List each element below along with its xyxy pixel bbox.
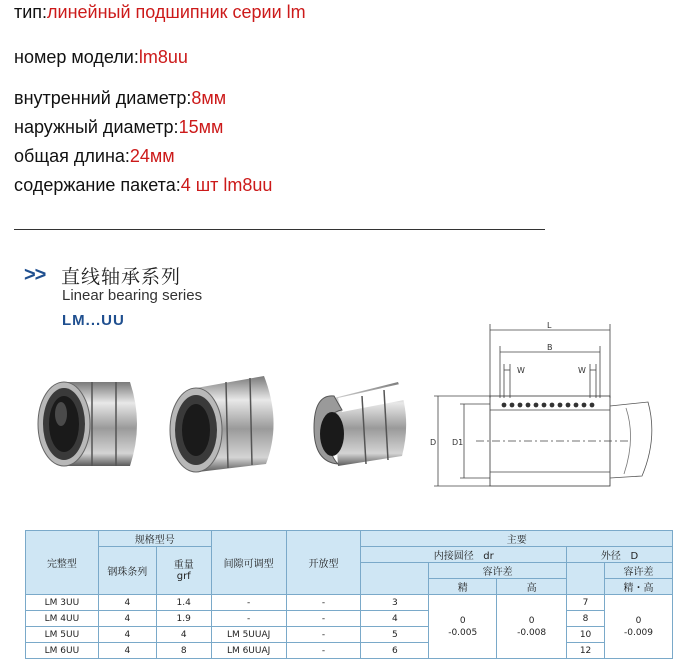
catalog-model-series: LM...UU [62, 312, 125, 329]
th-outer-blank [567, 563, 605, 595]
cell-adjustable: LM 6UUAJ [211, 643, 286, 659]
dim-label-D1: D1 [452, 438, 464, 447]
double-arrow-icon: >> [24, 264, 46, 286]
th-tolerance-outer: 容许差 [605, 563, 673, 579]
spec-length-label: общая длина: [14, 146, 130, 166]
th-open: 开放型 [286, 531, 361, 595]
th-spec-model: 规格型号 [98, 531, 211, 547]
bearing-technical-drawing [428, 318, 660, 490]
spec-outer-diameter-value: 15мм [178, 117, 224, 137]
th-tolerance: 容许差 [429, 563, 567, 579]
tol-high-upper: 0 [528, 615, 535, 626]
spec-inner-diameter [14, 87, 226, 109]
spec-type [14, 1, 306, 23]
cell-balls: 4 [98, 627, 156, 643]
table-row [26, 643, 673, 659]
cell-weight: 1.4 [156, 595, 211, 611]
table-row [26, 611, 673, 627]
cell-open: - [286, 611, 361, 627]
cell-open: - [286, 627, 361, 643]
dim-label-W-left: W [517, 366, 525, 375]
bearing-photo-front [34, 376, 146, 472]
th-inner-dia [361, 547, 567, 563]
catalog-title-cn: 直线轴承系列 [61, 266, 182, 288]
cell-outer-d: 10 [567, 627, 605, 643]
th-ball-rows: 钢珠条列 [98, 547, 156, 595]
cell-adjustable: - [211, 611, 286, 627]
th-outer-dia-label: 外径 [600, 551, 621, 562]
th-inner-dia-sym: dr [483, 551, 494, 562]
cell-adjustable: - [211, 595, 286, 611]
spec-table [25, 530, 673, 659]
spec-package-label: содержание пакета: [14, 175, 181, 195]
cell-outer-d: 8 [567, 611, 605, 627]
spec-package-value: 4 шт lm8uu [180, 175, 273, 195]
cell-weight: 4 [156, 627, 211, 643]
cell-dr: 3 [361, 595, 429, 611]
table-row [26, 595, 673, 611]
spec-length [14, 145, 175, 167]
cell-balls: 4 [98, 643, 156, 659]
cell-model: LM 5UU [26, 627, 99, 643]
cell-model: LM 4UU [26, 611, 99, 627]
dim-label-L: L [547, 321, 552, 330]
spec-type-value: линейный подшипник серии lm [47, 2, 306, 22]
cell-outer-d: 12 [567, 643, 605, 659]
th-complete: 完整型 [26, 531, 99, 595]
th-main: 主要 [361, 531, 673, 547]
th-weight-unit: grf [176, 570, 191, 582]
dim-label-D: D [430, 438, 437, 447]
spec-inner-diameter-value: 8мм [191, 88, 227, 108]
cell-tol-precise [429, 595, 497, 659]
spec-model-label: номер модели: [14, 47, 139, 67]
spec-type-label: тип: [14, 2, 48, 22]
th-outer-dia-sym: D [630, 551, 639, 562]
cell-dr: 6 [361, 643, 429, 659]
cell-balls: 4 [98, 595, 156, 611]
bearing-photo-angled [166, 372, 282, 476]
spec-length-value: 24мм [129, 146, 175, 166]
cell-dr: 5 [361, 627, 429, 643]
cell-model: LM 6UU [26, 643, 99, 659]
spec-outer-diameter-label: наружный диаметр: [14, 117, 179, 137]
spec-package [14, 174, 272, 196]
cell-open: - [286, 643, 361, 659]
th-weight-label: 重量 [173, 559, 194, 571]
spec-model [14, 46, 188, 68]
tol-outer-lower: -0.009 [624, 627, 654, 638]
tol-outer-upper: 0 [635, 615, 642, 626]
spec-model-value: lm8uu [138, 47, 188, 67]
cell-tol-outer [605, 595, 673, 659]
bearing-photo-open [308, 378, 414, 470]
th-outer-dia [567, 547, 673, 563]
dim-label-W-right: W [578, 366, 586, 375]
th-precise-high: 精・高 [605, 579, 673, 595]
catalog-title-en: Linear bearing series [62, 287, 203, 304]
dim-label-B: B [547, 343, 553, 352]
cell-model: LM 3UU [26, 595, 99, 611]
cell-balls: 4 [98, 611, 156, 627]
th-inner-blank [361, 563, 429, 595]
table-row [26, 627, 673, 643]
cell-outer-d: 7 [567, 595, 605, 611]
th-adjustable: 间隙可调型 [211, 531, 286, 595]
cell-open: - [286, 595, 361, 611]
th-inner-dia-label: 内接圆径 [433, 551, 474, 562]
cell-weight: 8 [156, 643, 211, 659]
th-precise: 精 [429, 579, 497, 595]
tol-high-lower: -0.008 [517, 627, 547, 638]
th-weight [156, 547, 211, 595]
tol-precise-upper: 0 [459, 615, 466, 626]
spec-inner-diameter-label: внутренний диаметр: [14, 88, 192, 108]
cell-weight: 1.9 [156, 611, 211, 627]
tol-precise-lower: -0.005 [448, 627, 478, 638]
cell-dr: 4 [361, 611, 429, 627]
divider [14, 229, 545, 230]
th-high: 高 [497, 579, 567, 595]
cell-tol-high [497, 595, 567, 659]
spec-outer-diameter [14, 116, 223, 138]
cell-adjustable: LM 5UUAJ [211, 627, 286, 643]
